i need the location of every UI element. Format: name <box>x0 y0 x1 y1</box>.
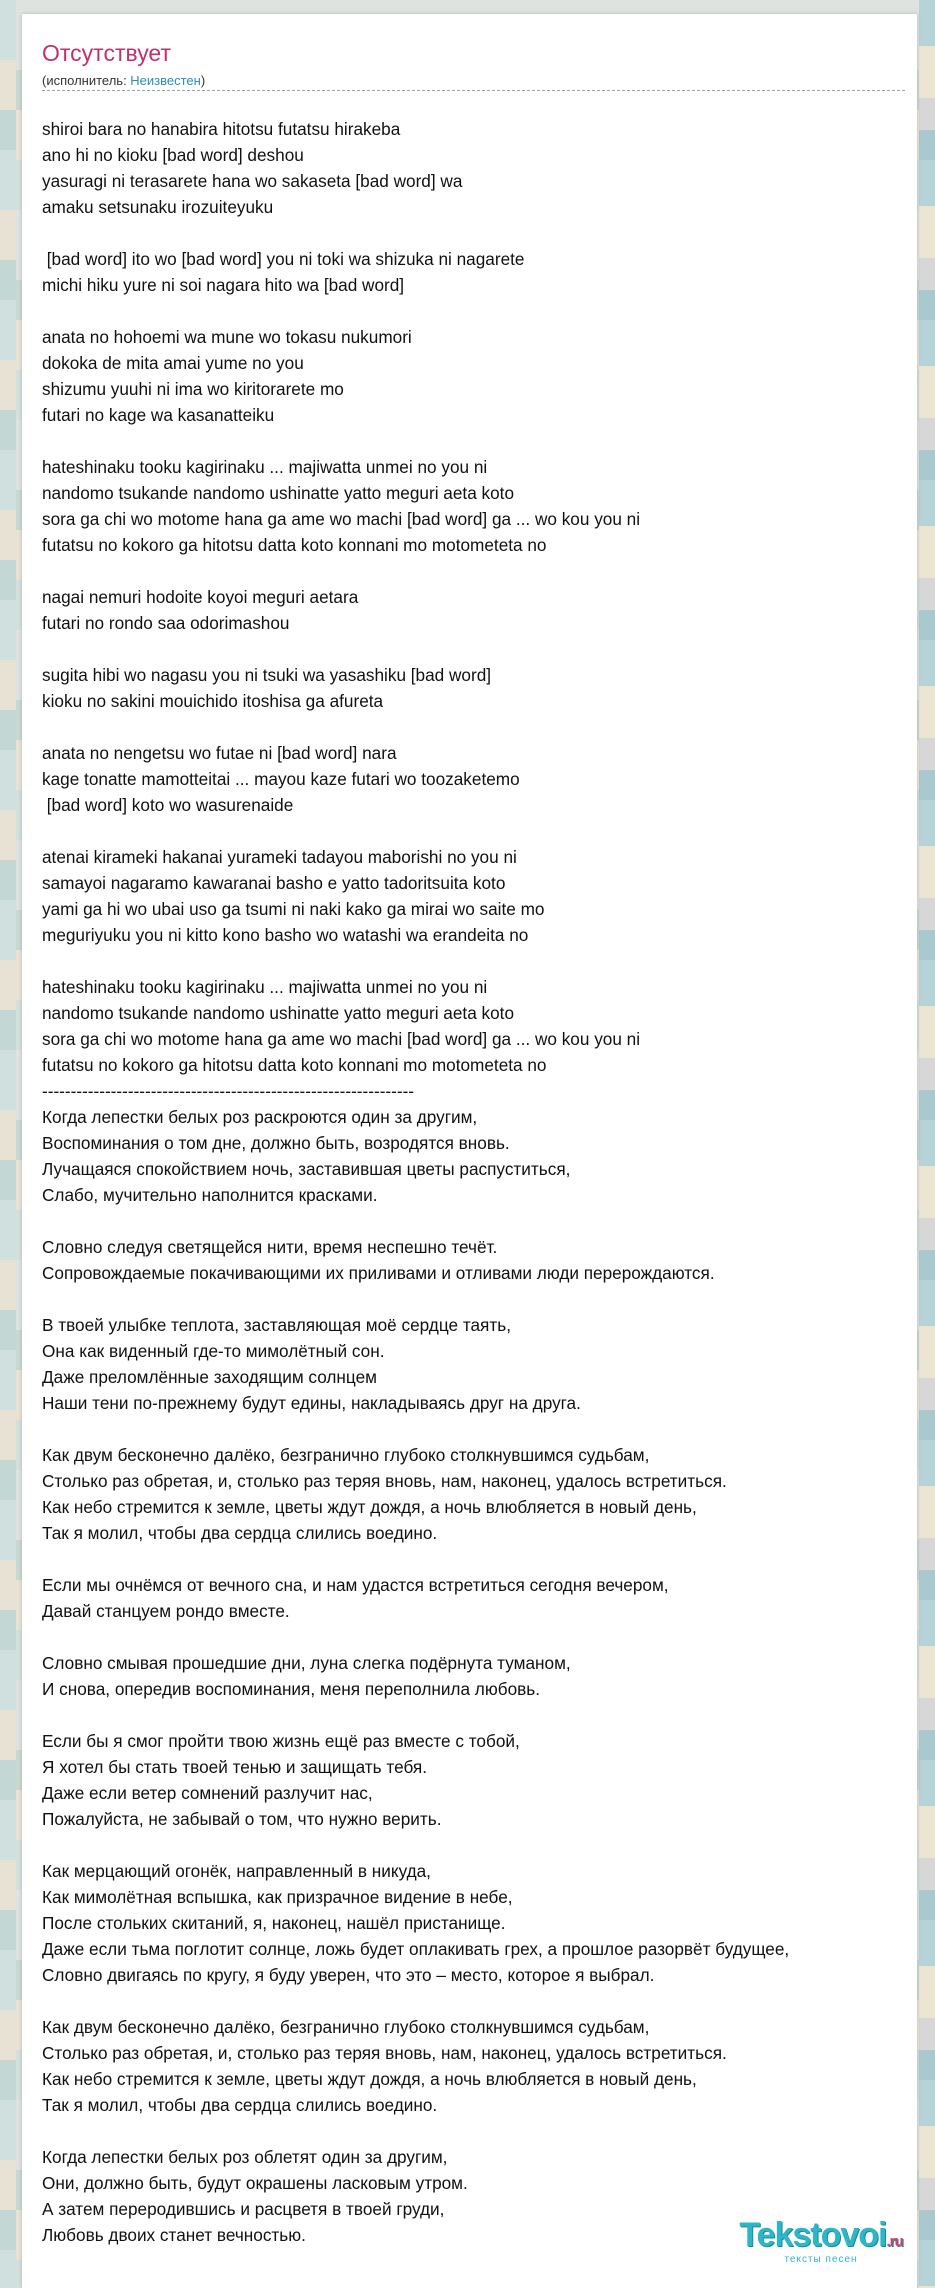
lyric-line <box>42 1988 935 2014</box>
lyric-line: Они, должно быть, будут окрашены ласковым утром. <box>42 2173 468 2193</box>
lyric-line: futatsu no kokoro ga hitotsu datta koto konnani mo motometeta no <box>42 535 547 555</box>
lyric-line: Так я молил, чтобы два сердца слились воедино. <box>42 2095 438 2115</box>
lyric-line: futari no kage wa kasanatteiku <box>42 405 275 425</box>
lyric-line: amaku setsunaku irozuiteyuku <box>42 197 274 217</box>
lyric-line: Воспоминания о том дне, должно быть, возродятся вновь. <box>42 1133 510 1153</box>
header-divider <box>42 90 905 91</box>
lyric-line <box>42 1832 935 1858</box>
lyric-line <box>42 1546 935 1572</box>
lyric-line: nagai nemuri hodoite koyoi meguri aetara <box>42 587 359 607</box>
lyric-line: Столько раз обретая, и, столько раз теряя вновь, нам, наконец, удалось встретиться. <box>42 1471 727 1491</box>
lyric-line: hateshinaku tooku kagirinaku ... majiwatta unmei no you ni <box>42 977 488 997</box>
lyric-line <box>42 948 935 974</box>
lyric-line <box>42 714 935 740</box>
lyric-line: sora ga chi wo motome hana ga ame wo machi [bad word] ga ... wo kou you ni <box>42 509 641 529</box>
lyric-line: Словно двигаясь по кругу, я буду уверен, что это – место, которое я выбрал. <box>42 1965 655 1985</box>
lyric-line: [bad word] koto wo wasurenaide <box>42 795 294 815</box>
lyric-line: Слабо, мучительно наполнится красками. <box>42 1185 378 1205</box>
lyric-line: Если бы я смог пройти твою жизнь ещё раз вместе с тобой, <box>42 1731 520 1751</box>
lyric-line: Сопровождаемые покачивающими их приливами и отливами люди перерождаются. <box>42 1263 715 1283</box>
lyric-line: Я хотел бы стать твоей тенью и защищать тебя. <box>42 1757 427 1777</box>
logo-domain: .ru <box>886 2233 903 2250</box>
lyric-line <box>42 1286 935 1312</box>
lyric-line: Она как виденный где-то мимолётный сон. <box>42 1341 385 1361</box>
lyric-line: Как двум бесконечно далёко, безгранично глубоко столкнувшимся судьбам, <box>42 1445 650 1465</box>
lyric-line <box>42 1416 935 1442</box>
lyric-line: Пожалуйста, не забывай о том, что нужно верить. <box>42 1809 442 1829</box>
lyric-line: Даже если ветер сомнений разлучит нас, <box>42 1783 373 1803</box>
site-logo[interactable] <box>721 2218 921 2265</box>
artist-link[interactable]: Неизвестен <box>130 73 201 88</box>
lyric-line <box>42 1702 935 1728</box>
lyrics-page <box>22 14 917 2288</box>
lyric-line: Как мимолётная вспышка, как призрачное видение в небе, <box>42 1887 513 1907</box>
lyric-line <box>42 1624 935 1650</box>
lyric-line: nandomo tsukande nandomo ushinatte yatto meguri aeta koto <box>42 1003 515 1023</box>
lyric-line: yasuragi ni terasarete hana wo sakaseta [bad word] wa <box>42 171 463 191</box>
lyric-line: Наши тени по-прежнему будут едины, накладываясь друг на друга. <box>42 1393 581 1413</box>
lyric-line: Словно смывая прошедшие дни, луна слегка подёрнута туманом, <box>42 1653 571 1673</box>
song-title: Отсутствует <box>42 40 171 66</box>
lyric-line: Как небо стремится к земле, цветы ждут дождя, а ночь влюбляется в новый день, <box>42 2069 697 2089</box>
lyric-line: Любовь двоих станет вечностью. <box>42 2225 306 2245</box>
lyric-line <box>42 220 935 246</box>
lyric-line: futatsu no kokoro ga hitotsu datta koto konnani mo motometeta no <box>42 1055 547 1075</box>
lyric-line: Лучащаяся спокойствием ночь, заставившая цветы распуститься, <box>42 1159 571 1179</box>
lyric-line: Как небо стремится к земле, цветы ждут дождя, а ночь влюбляется в новый день, <box>42 1497 697 1517</box>
lyric-line: Как двум бесконечно далёко, безгранично глубоко столкнувшимся судьбам, <box>42 2017 650 2037</box>
lyric-line: anata no hohoemi wa mune wo tokasu nukumori <box>42 327 412 347</box>
lyric-line: В твоей улыбке теплота, заставляющая моё сердце таять, <box>42 1315 511 1335</box>
lyric-line: После стольких скитаний, я, наконец, нашёл пристанище. <box>42 1913 506 1933</box>
lyric-line: yami ga hi wo ubai uso ga tsumi ni naki kako ga mirai wo saite mo <box>42 899 545 919</box>
lyric-line: Если мы очнёмся от вечного сна, и нам удастся встретиться сегодня вечером, <box>42 1575 669 1595</box>
lyric-line: shiroi bara no hanabira hitotsu futatsu hirakeba <box>42 119 401 139</box>
lyric-line: Столько раз обретая, и, столько раз теряя вновь, нам, наконец, удалось встретиться. <box>42 2043 727 2063</box>
lyric-line: kioku no sakini mouichido itoshisa ga afureta <box>42 691 384 711</box>
lyric-line: [bad word] ito wo [bad word] you ni toki wa shizuka ni nagarete <box>42 249 525 269</box>
lyric-line: sugita hibi wo nagasu you ni tsuki wa yasashiku [bad word] <box>42 665 492 685</box>
lyric-line: anata no nengetsu wo futae ni [bad word] nara <box>42 743 397 763</box>
lyric-line: samayoi nagaramo kawaranai basho e yatto tadoritsuita koto <box>42 873 506 893</box>
lyric-line <box>42 636 935 662</box>
artist-suffix: ) <box>200 73 206 88</box>
logo-main-text: Tekstovoi <box>739 2216 887 2254</box>
lyric-line: sora ga chi wo motome hana ga ame wo machi [bad word] ga ... wo kou you ni <box>42 1029 641 1049</box>
lyric-line: Когда лепестки белых роз облетят один за другим, <box>42 2147 448 2167</box>
lyric-line: И снова, опередив воспоминания, меня переполнила любовь. <box>42 1679 540 1699</box>
lyric-line <box>42 1208 935 1234</box>
lyric-line: ----------------------------------------------------------------- <box>42 1081 415 1101</box>
artist-prefix: (исполнитель: <box>42 73 131 88</box>
lyric-line <box>42 558 935 584</box>
lyric-line <box>42 2118 935 2144</box>
lyric-line: atenai kirameki hakanai yurameki tadayou maborishi no you ni <box>42 847 517 867</box>
lyric-line: dokoka de mita amai yume no you <box>42 353 304 373</box>
lyric-line: ano hi no kioku [bad word] deshou <box>42 145 304 165</box>
lyric-line: Когда лепестки белых роз раскроются один за другим, <box>42 1107 478 1127</box>
lyric-line: Давай станцуем рондо вместе. <box>42 1601 290 1621</box>
lyrics-text <box>42 116 935 2248</box>
lyric-line: hateshinaku tooku kagirinaku ... majiwatta unmei no you ni <box>42 457 488 477</box>
left-decor-strip <box>0 0 16 2288</box>
lyric-line: Даже преломлённые заходящим солнцем <box>42 1367 377 1387</box>
lyric-line: Так я молил, чтобы два сердца слились воедино. <box>42 1523 438 1543</box>
lyric-line <box>42 298 935 324</box>
lyric-line: michi hiku yure ni soi nagara hito wa [bad word] <box>42 275 405 295</box>
lyric-line: nandomo tsukande nandomo ushinatte yatto meguri aeta koto <box>42 483 515 503</box>
lyric-line: meguriyuku you ni kitto kono basho wo watashi wa erandeita no <box>42 925 529 945</box>
lyric-line <box>42 818 935 844</box>
artist-line <box>42 74 205 87</box>
lyric-line: kage tonatte mamotteitai ... mayou kaze futari wo toozaketemo <box>42 769 520 789</box>
lyric-line: Как мерцающий огонёк, направленный в никуда, <box>42 1861 431 1881</box>
lyric-line: futari no rondo saa odorimashou <box>42 613 290 633</box>
lyric-line: А затем переродившись и расцветя в твоей груди, <box>42 2199 445 2219</box>
lyric-line: Даже если тьма поглотит солнце, ложь будет оплакивать грех, а прошлое разорвёт будущее, <box>42 1939 790 1959</box>
logo-wordmark <box>721 2218 921 2252</box>
lyric-line <box>42 428 935 454</box>
logo-tagline: тексты песен <box>784 2254 858 2265</box>
lyric-line: Словно следуя светящейся нити, время неспешно течёт. <box>42 1237 498 1257</box>
lyric-line: shizumu yuuhi ni ima wo kiritorarete mo <box>42 379 344 399</box>
